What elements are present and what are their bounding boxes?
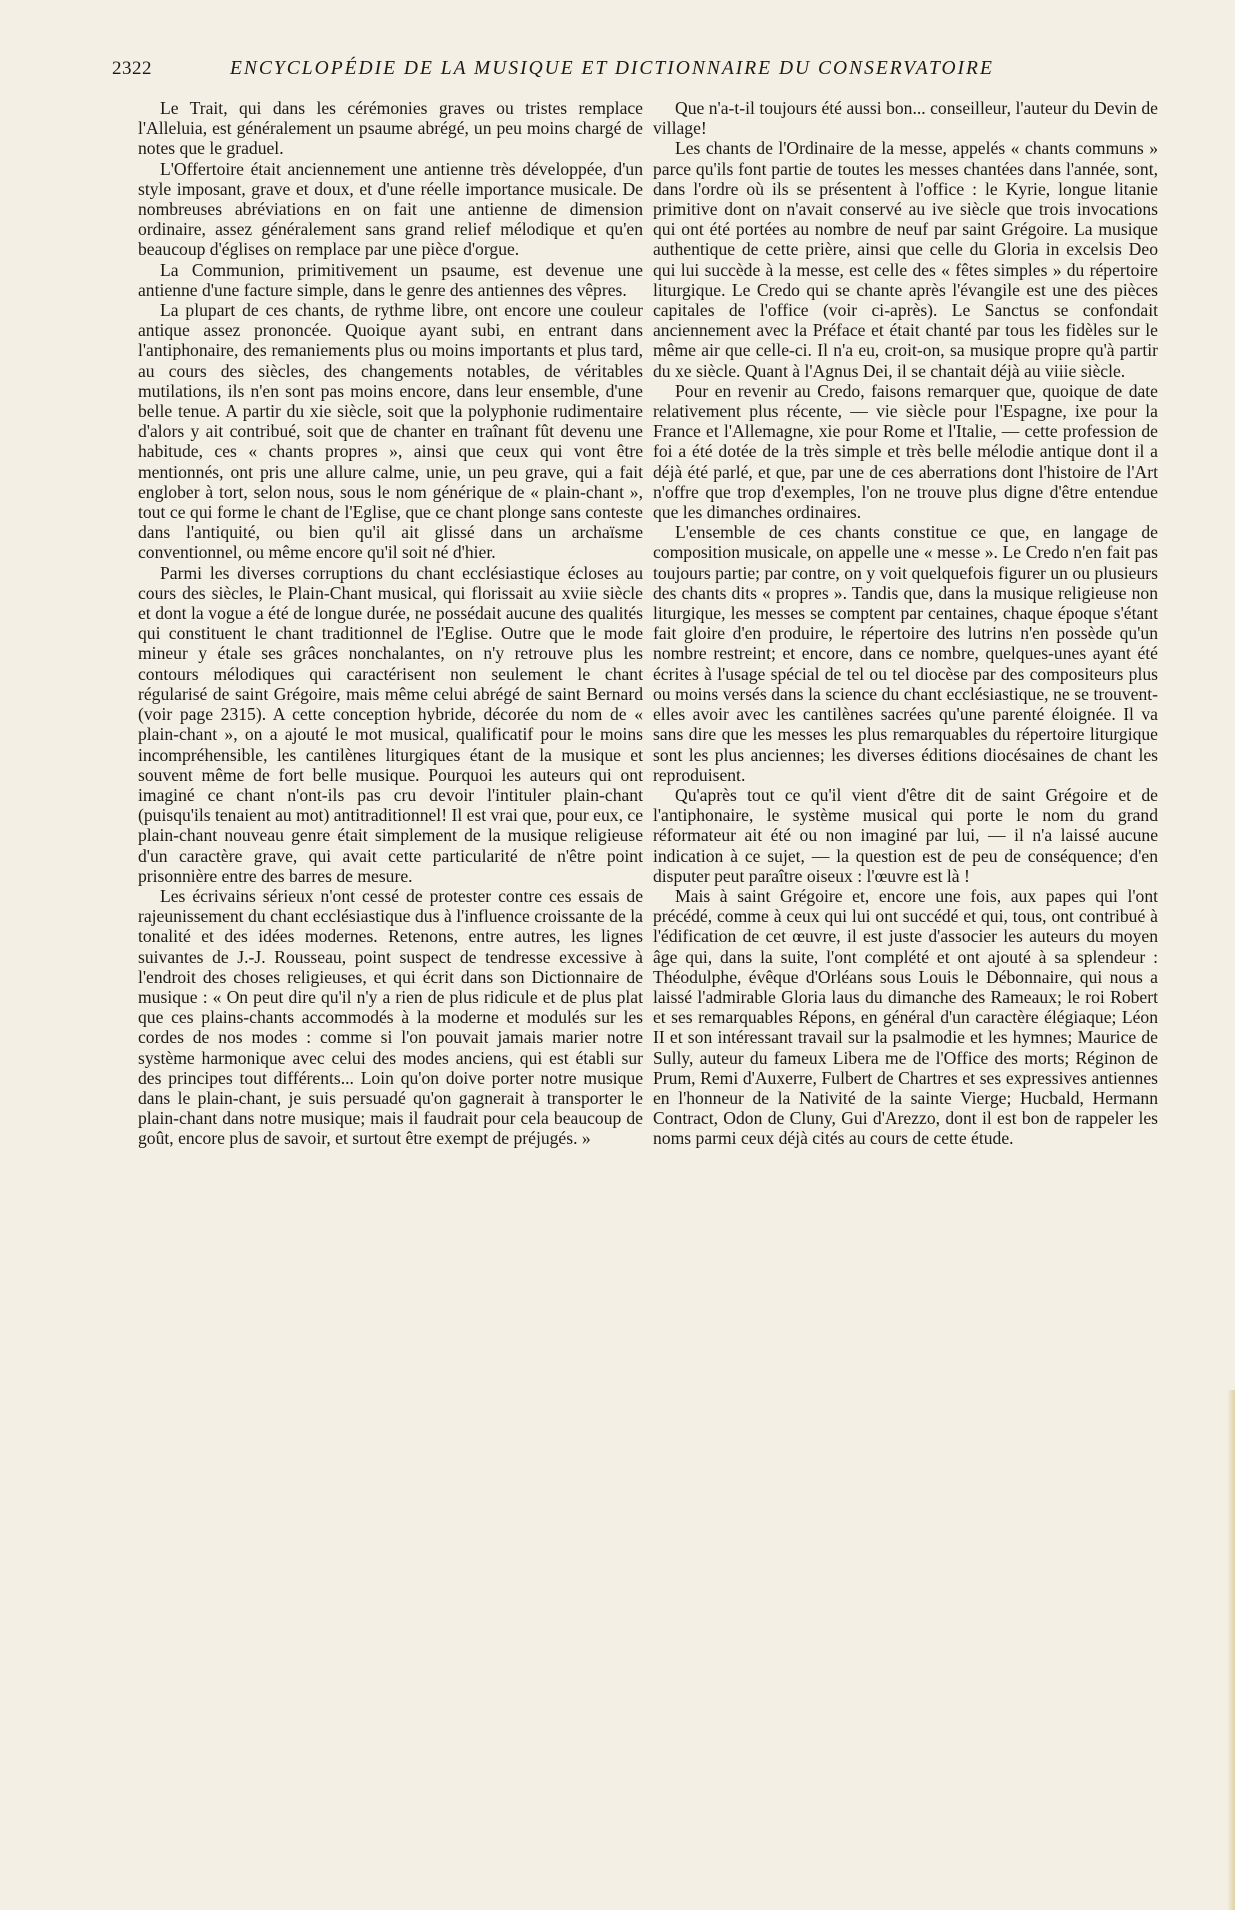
paragraph-auteurs-moyen-age: Mais à saint Grégoire et, encore une fois, aux papes qui l'ont précédé, comme à ceux qui lui ont succédé et qui, tous, ont contribué à l'édification de cet œuvre, il est juste d'associer les auteurs du moyen âge qui, dans la suite, l'ont complété et ont ajouté à sa splendeur : Théodulphe, évêque d'Orléans sous Louis le Débonnaire, qui nous a laissé l'admirable Gloria laus du dimanche des Rameaux; le roi Robert et ses remarquables Répons, en général d'un caractère élégiaque; Léon II et son intéressant travail sur la psalmodie et les hymnes; Maurice de Sully, auteur du fameux Libera me de l'Office des morts; Réginon de Prum, Remi d'Auxerre, Fulbert de Chartres et ses expressives antiennes en l'honneur de la Nativité de la sainte Vierge; Hucbald, Hermann Contract, Odon de Cluny, Gui d'Arezzo, dont il est bon de rappeler les noms parmi ceux déjà cités au cours de cette étude. bbox=[653, 885, 1158, 1149]
page-header bbox=[112, 58, 1142, 86]
paragraph-messe-ensemble: L'ensemble de ces chants constitue ce que, en langage de composition musicale, on appelle une « messe ». Le Credo n'en fait pas toujours partie; par contre, on y voit quelquefois figurer un ou plusieurs des chants dits « propres ». Tandis que, dans la musique religieuse non liturgique, les messes se comptent par centaines, chaque époque s'étant fait gloire d'en produire, le répertoire des lutrins n'en possède qu'un nombre restreint; et encore, dans ce nombre, quelques-unes ayant été écrites à l'usage spécial de tel ou tel diocèse par des compositeurs plus ou moins versés dans la science du chant ecclésiastique, ne se trouvent-elles avoir avec les cantilènes sacrées qu'une parenté éloignée. Il va sans dire que les messes les plus remarquables du répertoire liturgique sont les plus anciennes; les diverses éditions diocésaines de chant les reproduisent. bbox=[653, 522, 1158, 785]
paragraph-chants-rythme: La plupart de ces chants, de rythme libre, ont encore une couleur antique assez prononcée. Quoique ayant subi, en entrant dans l'antiphonaire, des remaniements plus ou moins importants et plus tard, au cours des siècles, des changements notables, de véritables mutilations, ils n'en sont pas moins encore, dans leur ensemble, d'une belle tenue. A partir du xie siècle, soit que la polyphonie rudimentaire d'alors y ait contribué, soit que de chanter en traînant fût devenu une habitude, ces « chants propres », ainsi que ceux qui vont être mentionnés, ont pris une allure calme, unie, un peu grave, qui a fait englober à tort, selon nous, sous le nom générique de « plain-chant », tout ce qui forme le chant de l'Eglise, que ce chant plonge sans conteste dans l'antiquité, ou bien qu'il ait glissé dans un archaïsme conventionnel, ou même encore qu'il soit né d'hier. bbox=[138, 300, 643, 563]
paragraph-devin-de-village: Que n'a-t-il toujours été aussi bon... conseilleur, l'auteur du Devin de village! bbox=[653, 98, 1158, 139]
paragraph-rousseau-quote: Les écrivains sérieux n'ont cessé de protester contre ces essais de rajeunissement du chant ecclésiastique dus à l'influence croissante de la tonalité et des idées modernes. Retenons, entre autres, les lignes suivantes de J.-J. Rousseau, point suspect de tendresse excessive à l'endroit des choses religieuses, et qui écrit dans son Dictionnaire de musique : « On peut dire qu'il n'y a rien de plus ridicule et de plus plat que ces plains-chants accommodés à la moderne et modulés sur les cordes de nos modes : comme si l'on pouvait jamais marier notre système harmonique avec celui des modes anciens, qui est établi sur des principes tout différents... Loin qu'on doive porter notre musique dans le plain-chant, je suis persuadé qu'on gagnerait à transporter le plain-chant dans notre musique; mais il faudrait pour cela beaucoup de goût, encore plus de savoir, et surtout être exempt de préjugés. » bbox=[138, 885, 643, 1149]
page-number: 2322 bbox=[112, 58, 152, 79]
left-column bbox=[138, 98, 643, 1149]
paragraph-offertoire: L'Offertoire était anciennement une antienne très développée, d'un style imposant, grave et doux, et d'une réelle importance musicale. De nombreuses abréviations en on fait une antienne de dimension ordinaire, assez généralement sans grand relief mélodique et qu'en beaucoup d'églises on remplace par une pièce d'orgue. bbox=[138, 158, 643, 260]
right-column bbox=[653, 98, 1158, 1149]
page-edge bbox=[1227, 1390, 1235, 1910]
running-head: ENCYCLOPÉDIE DE LA MUSIQUE ET DICTIONNAIRE DU CONSERVATOIRE bbox=[230, 58, 994, 79]
paragraph-communion: La Communion, primitivement un psaume, est devenue une antienne d'une facture simple, dans le genre des antiennes des vêpres. bbox=[138, 259, 643, 300]
paragraph-credo: Pour en revenir au Credo, faisons remarquer que, quoique de date relativement plus récente, — vie siècle pour l'Espagne, ixe pour la France et l'Allemagne, xie pour Rome et l'Italie, — cette profession de foi a été dotée de la très simple et très belle mélodie antique dont il a déjà été parlé, et que, par une de ces aberrations dont l'histoire de l'Art n'offre que trop d'exemples, l'on ne trouve plus digne d'être entendue que les dimanches ordinaires. bbox=[653, 380, 1158, 523]
paragraph-systeme-musical: Qu'après tout ce qu'il vient d'être dit de saint Grégoire et de l'antiphonaire, le système musical qui porte le nom du grand réformateur ait été ou non imaginé par lui, — il n'a laissé aucune indication à ce sujet, — la question est de peu de conséquence; d'en disputer peut paraître oiseux : l'œuvre est là ! bbox=[653, 784, 1158, 886]
paragraph-ordinaire-messe: Les chants de l'Ordinaire de la messe, appelés « chants communs » parce qu'ils font partie de toutes les messes chantées dans l'année, sont, dans l'ordre où ils se présentent à l'office : le Kyrie, longue litanie primitive dont on n'avait conservé au ive siècle que trois invocations qui ont été portées au nombre de neuf par saint Grégoire. La musique authentique de cette prière, ainsi que celle du Gloria in excelsis Deo qui lui succède à la messe, est celle des « fêtes simples » du répertoire liturgique. Le Credo qui se chante après l'évangile est une des pièces capitales de l'office (voir ci-après). Le Sanctus se confondait anciennement avec la Préface et était chanté par tous les fidèles sur le même air que celle-ci. Il n'a eu, croit-on, sa musique propre qu'à partir du xe siècle. Quant à l'Agnus Dei, il se chantait déjà au viiie siècle. bbox=[653, 138, 1158, 381]
paragraph-plain-chant-musical: Parmi les diverses corruptions du chant ecclésiastique écloses au cours des siècles, le Plain-Chant musical, qui florissait au xviie siècle et dont la vogue a été de longue durée, ne possédait aucune des qualités qui constituent le chant traditionnel de l'Eglise. Outre que le mode mineur y étale ses grâces nonchalantes, on n'y retrouve plus les contours mélodiques qui caractérisent non seulement le chant régularisé de saint Grégoire, mais même celui abrégé de saint Bernard (voir page 2315). A cette conception hybride, décorée du nom de « plain-chant », on a ajouté le mot musical, qualificatif pour le moins incompréhensible, les cantilènes liturgiques étant de la musique et souvent même de fort belle musique. Pourquoi les auteurs qui ont imaginé ce chant n'ont-ils pas cru devoir l'intituler plain-chant (puisqu'ils tenaient au mot) antitraditionnel! Il est vrai que, pour eux, ce plain-chant nouveau genre était simplement de la musique religieuse d'un caractère grave, qui avait cette particularité de n'être point prisonnière entre des barres de mesure. bbox=[138, 562, 643, 886]
paragraph-trait: Le Trait, qui dans les cérémonies graves ou tristes remplace l'Alleluia, est généralement un psaume abrégé, un peu moins chargé de notes que le graduel. bbox=[138, 98, 643, 159]
